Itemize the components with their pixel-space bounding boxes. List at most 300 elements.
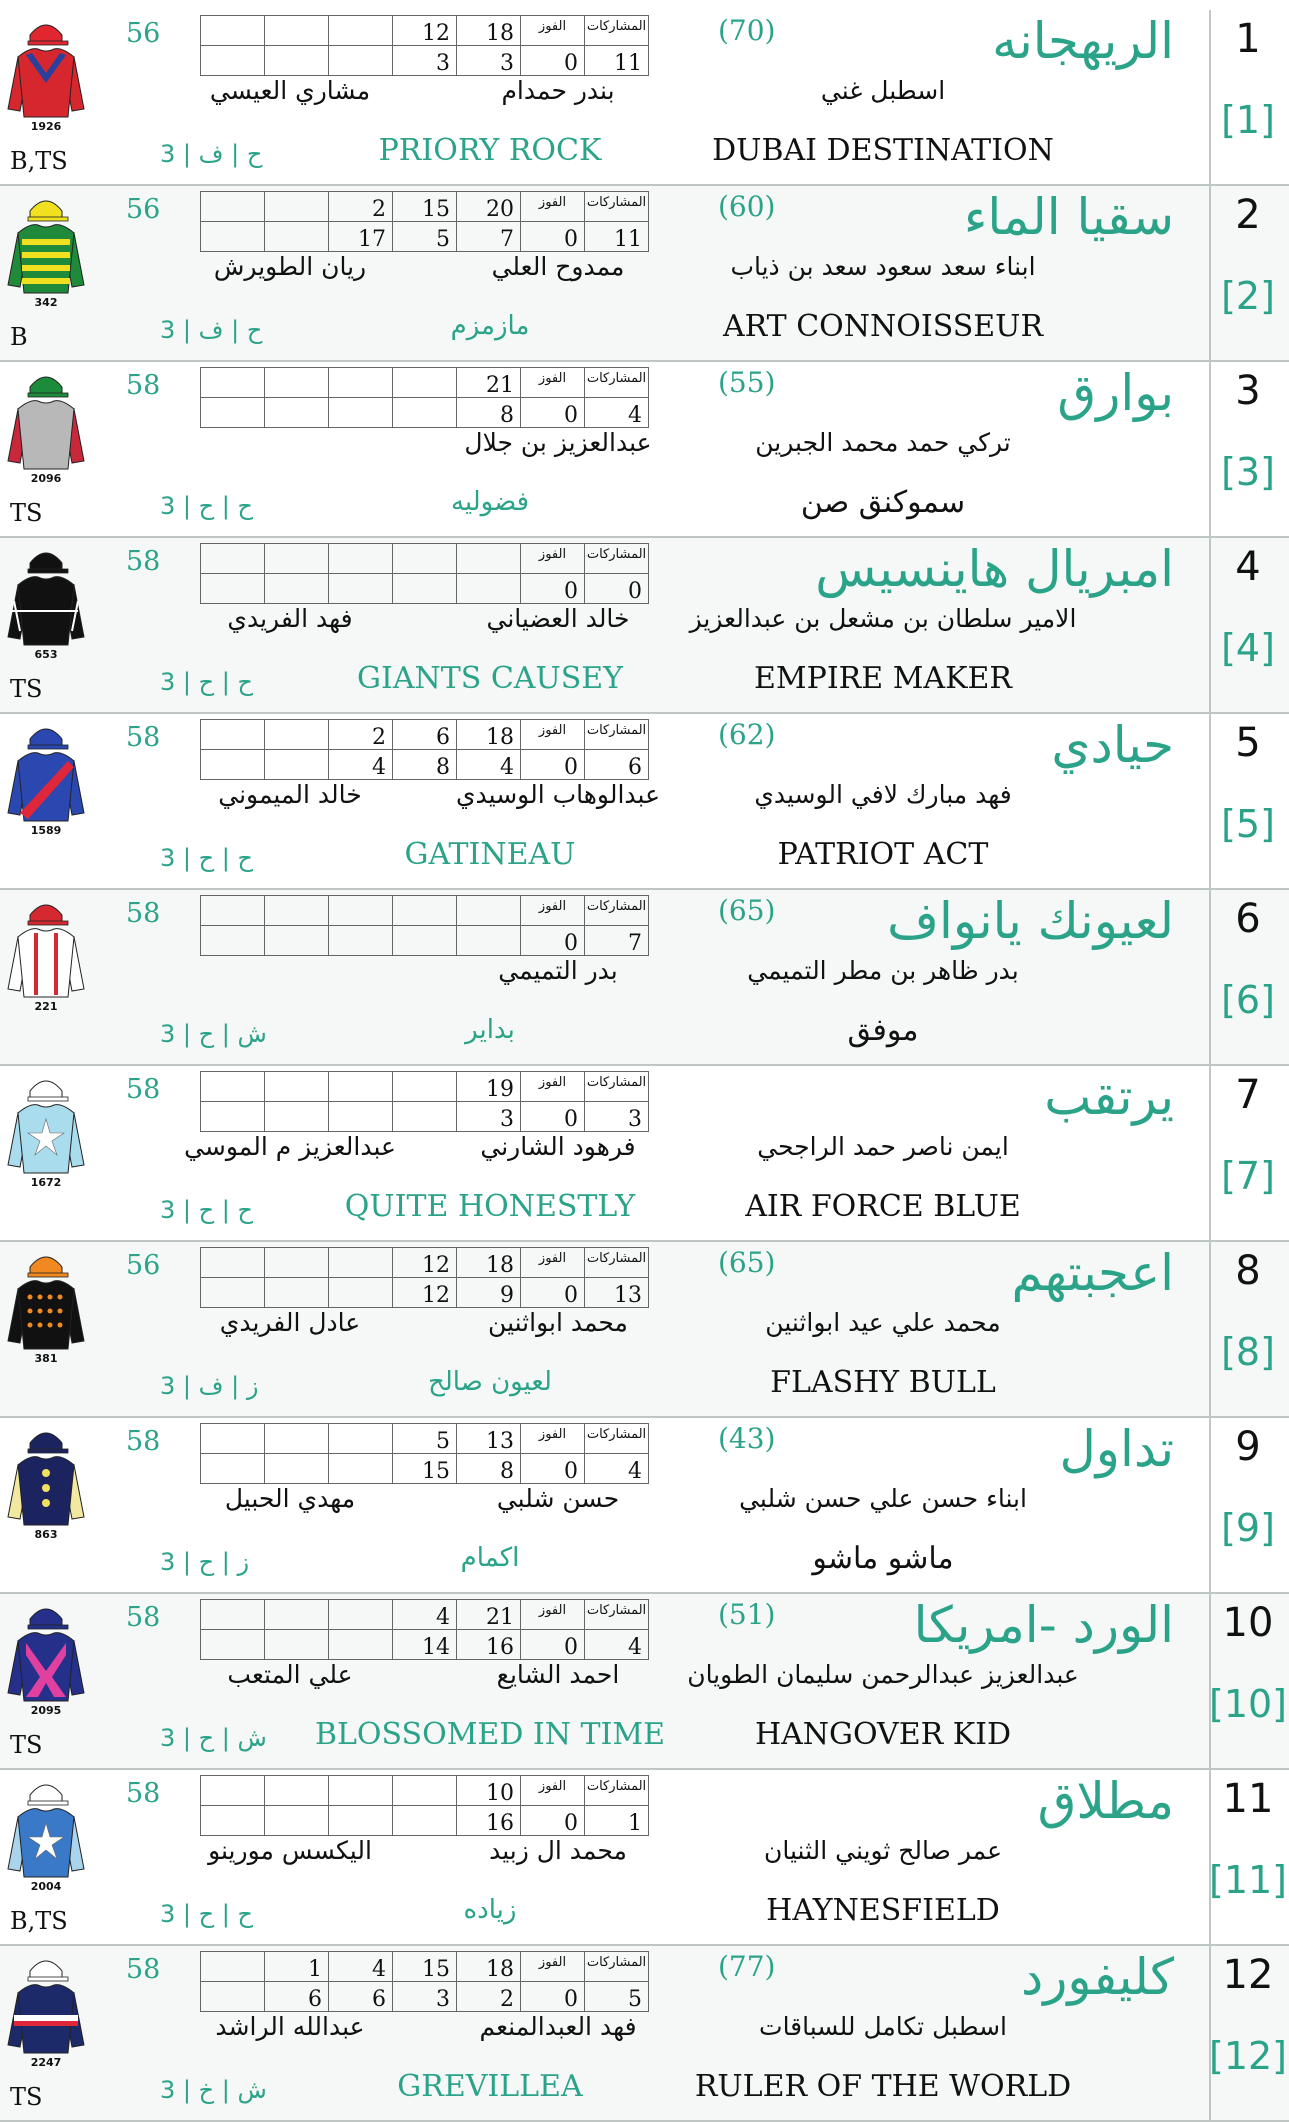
jockey-silks-icon bbox=[4, 717, 88, 837]
form-stats-row bbox=[201, 1454, 649, 1484]
owner-name: ايمن ناصر حمد الراجحي bbox=[757, 1132, 1009, 1161]
form-stat-cell: 5 bbox=[393, 1424, 457, 1454]
form-stat-cell: 0 bbox=[521, 1982, 585, 2012]
runner-number-column bbox=[1209, 1770, 1287, 1946]
draw-number: [2] bbox=[1221, 274, 1275, 318]
dam-name: اكمام bbox=[460, 1543, 520, 1573]
horse-rating: (51) bbox=[718, 1598, 776, 1631]
horse-color-code: 3 | ش | خ bbox=[160, 2076, 267, 2104]
jockey-silks-icon bbox=[4, 893, 88, 1013]
form-stat-cell bbox=[265, 1806, 329, 1836]
draw-number: [12] bbox=[1209, 2034, 1288, 2078]
sire-name: EMPIRE MAKER bbox=[754, 661, 1012, 696]
form-stat-cell bbox=[265, 1776, 329, 1806]
form-stat-cell bbox=[201, 896, 265, 926]
runner-row bbox=[0, 186, 1289, 362]
form-stat-cell bbox=[265, 1102, 329, 1132]
horse-color-code: 3 | ح | ح bbox=[160, 844, 253, 872]
carried-weight: 58 bbox=[126, 1778, 161, 1809]
form-stat-cell bbox=[329, 1072, 393, 1102]
silks-number: 2247 bbox=[30, 2056, 62, 2069]
silks-cap bbox=[30, 1785, 62, 1803]
runner-row bbox=[0, 890, 1289, 1066]
form-stat-cell: 2 bbox=[457, 1982, 521, 2012]
horse-color-code: 3 | ح | ح bbox=[160, 1196, 253, 1224]
jockey-name: فهد الفريدي bbox=[227, 604, 353, 633]
runner-number: 2 bbox=[1235, 192, 1261, 238]
form-stat-cell: 5 bbox=[393, 222, 457, 252]
dam-name: مازمزم bbox=[450, 311, 530, 341]
form-stats-row bbox=[201, 1278, 649, 1308]
silks-cap-peak bbox=[28, 921, 68, 925]
form-stat-cell: 6 bbox=[265, 1982, 329, 2012]
silks-number: 653 bbox=[34, 648, 58, 661]
runner-number-column bbox=[1209, 10, 1287, 186]
form-stat-cell: 0 bbox=[521, 1278, 585, 1308]
form-stat-cell: 21 bbox=[457, 1600, 521, 1630]
form-stats-row bbox=[201, 222, 649, 252]
dam-name: GIANTS CAUSEY bbox=[357, 661, 623, 696]
equipment-code: B,TS bbox=[10, 147, 68, 175]
form-stat-cell bbox=[329, 1776, 393, 1806]
form-stat-cell bbox=[329, 896, 393, 926]
silks-pattern bbox=[22, 265, 70, 271]
form-stats-row bbox=[201, 1248, 649, 1278]
form-stat-cell bbox=[393, 398, 457, 428]
form-stat-cell bbox=[201, 1600, 265, 1630]
sire-name: HAYNESFIELD bbox=[766, 1893, 1000, 1928]
form-stat-cell bbox=[329, 1248, 393, 1278]
horse-name: مطلاق bbox=[1037, 1772, 1174, 1830]
form-stat-cell: 0 bbox=[521, 1102, 585, 1132]
runner-number: 8 bbox=[1235, 1248, 1261, 1294]
wins-header: الفوز bbox=[521, 544, 585, 574]
silks-cap-peak bbox=[28, 1273, 68, 1277]
silks-pattern bbox=[58, 1295, 63, 1300]
form-stat-cell bbox=[265, 222, 329, 252]
runner-number-column bbox=[1209, 186, 1287, 362]
form-stats-row bbox=[201, 1424, 649, 1454]
owner-name: تركي حمد محمد الجبرين bbox=[755, 428, 1011, 457]
sire-name: ART CONNOISSEUR bbox=[722, 309, 1044, 344]
form-stat-cell bbox=[457, 574, 521, 604]
horse-color-code: 3 | ش | ح bbox=[160, 1020, 267, 1048]
form-stats-row bbox=[201, 544, 649, 574]
dam-name: BLOSSOMED IN TIME bbox=[314, 1717, 666, 1752]
form-stats-table bbox=[200, 895, 649, 956]
form-stat-cell bbox=[329, 1600, 393, 1630]
wins-header: الفوز bbox=[521, 1776, 585, 1806]
horse-name: بوارق bbox=[1057, 364, 1174, 422]
trainer-name: حسن شلبي bbox=[496, 1484, 620, 1513]
runner-number: 1 bbox=[1235, 16, 1261, 62]
equipment-code: B,TS bbox=[10, 1907, 68, 1935]
form-stat-cell: 0 bbox=[521, 398, 585, 428]
carried-weight: 58 bbox=[126, 1074, 161, 1105]
form-stats-row bbox=[201, 192, 649, 222]
form-stat-cell: 20 bbox=[457, 192, 521, 222]
horse-name: الورد -امريكا bbox=[913, 1596, 1174, 1654]
runner-number: 10 bbox=[1222, 1600, 1274, 1646]
silks-pattern bbox=[38, 1295, 43, 1300]
sire-name: موفق bbox=[847, 1013, 919, 1048]
form-stat-cell: 3 bbox=[393, 1982, 457, 2012]
trainer-name: خالد العضياني bbox=[486, 604, 630, 633]
equipment-code: B bbox=[10, 323, 28, 351]
silks-number: 342 bbox=[34, 296, 58, 309]
silks-number: 221 bbox=[34, 1000, 58, 1013]
horse-rating: (70) bbox=[718, 14, 776, 47]
form-stats-table bbox=[200, 191, 649, 252]
horse-color-code: 3 | ح | ف bbox=[160, 140, 263, 168]
form-stat-cell: 0 bbox=[521, 574, 585, 604]
form-stat-cell: 19 bbox=[457, 1072, 521, 1102]
horse-color-code: 3 | ح | ف bbox=[160, 316, 263, 344]
form-stats-row bbox=[201, 574, 649, 604]
horse-name: تداول bbox=[1059, 1420, 1174, 1478]
form-stat-cell: 13 bbox=[457, 1424, 521, 1454]
form-stats-table bbox=[200, 719, 649, 780]
form-stat-cell: 1 bbox=[585, 1806, 649, 1836]
form-stats-row bbox=[201, 1982, 649, 2012]
runner-number: 7 bbox=[1235, 1072, 1261, 1118]
form-stat-cell bbox=[393, 574, 457, 604]
form-stat-cell bbox=[393, 926, 457, 956]
silks-body bbox=[18, 929, 74, 997]
silks-pattern bbox=[34, 933, 38, 995]
runner-number: 4 bbox=[1235, 544, 1261, 590]
horse-name: كليفورد bbox=[1021, 1948, 1174, 2006]
form-stat-cell: 16 bbox=[457, 1806, 521, 1836]
sire-name: AIR FORCE BLUE bbox=[745, 1189, 1021, 1224]
horse-name: سقيا الماء bbox=[963, 188, 1174, 246]
runner-number: 12 bbox=[1222, 1952, 1274, 1998]
form-stat-cell: 0 bbox=[521, 222, 585, 252]
form-stat-cell bbox=[201, 192, 265, 222]
silks-cap bbox=[30, 553, 62, 571]
horse-rating: (55) bbox=[718, 366, 776, 399]
silks-number: 2095 bbox=[30, 1704, 62, 1717]
runner-row bbox=[0, 1066, 1289, 1242]
form-stat-cell: 12 bbox=[393, 1278, 457, 1308]
draw-number: [6] bbox=[1221, 978, 1275, 1022]
form-stat-cell bbox=[329, 398, 393, 428]
form-stat-cell bbox=[265, 16, 329, 46]
runner-row bbox=[0, 1418, 1289, 1594]
silks-pattern bbox=[42, 1484, 50, 1492]
jockey-silks-icon bbox=[4, 189, 88, 309]
silks-number: 1672 bbox=[30, 1176, 62, 1189]
form-stat-cell: 5 bbox=[585, 1982, 649, 2012]
form-stat-cell bbox=[265, 720, 329, 750]
silks-cap-peak bbox=[28, 393, 68, 397]
form-stat-cell: 8 bbox=[457, 398, 521, 428]
runner-row bbox=[0, 1770, 1289, 1946]
silks-cap bbox=[30, 201, 62, 219]
form-stat-cell bbox=[265, 192, 329, 222]
horse-rating: (65) bbox=[718, 1246, 776, 1279]
form-stat-cell bbox=[457, 544, 521, 574]
form-stats-row bbox=[201, 1776, 649, 1806]
horse-name: اعجبتهم bbox=[1011, 1244, 1174, 1302]
form-stat-cell bbox=[393, 368, 457, 398]
form-stat-cell bbox=[201, 398, 265, 428]
draw-number: [4] bbox=[1221, 626, 1275, 670]
form-stat-cell bbox=[201, 1952, 265, 1982]
silks-cap bbox=[30, 25, 62, 43]
owner-name: عبدالعزيز عبدالرحمن سليمان الطويان bbox=[687, 1660, 1079, 1689]
runner-number: 3 bbox=[1235, 368, 1261, 414]
form-stat-cell bbox=[329, 926, 393, 956]
runner-row bbox=[0, 362, 1289, 538]
runner-row bbox=[0, 1242, 1289, 1418]
wins-header: الفوز bbox=[521, 16, 585, 46]
equipment-code: TS bbox=[10, 2083, 43, 2111]
jockey-silks-icon bbox=[4, 1949, 88, 2069]
horse-rating: (77) bbox=[718, 1950, 776, 1983]
form-stats-table bbox=[200, 15, 649, 76]
form-stat-cell: 0 bbox=[521, 750, 585, 780]
runner-number-column bbox=[1209, 1242, 1287, 1418]
runs-header: المشاركات bbox=[585, 896, 649, 926]
wins-header: الفوز bbox=[521, 192, 585, 222]
silks-pattern bbox=[28, 1309, 33, 1314]
form-stat-cell: 18 bbox=[457, 1248, 521, 1278]
form-stat-cell: 0 bbox=[521, 1630, 585, 1660]
form-stat-cell: 11 bbox=[585, 46, 649, 76]
form-stat-cell bbox=[265, 574, 329, 604]
horse-rating: (60) bbox=[718, 190, 776, 223]
form-stat-cell bbox=[329, 1454, 393, 1484]
silks-cap-peak bbox=[28, 1097, 68, 1101]
jockey-silks-icon bbox=[4, 1069, 88, 1189]
carried-weight: 56 bbox=[126, 194, 161, 225]
runs-header: المشاركات bbox=[585, 1952, 649, 1982]
wins-header: الفوز bbox=[521, 368, 585, 398]
horse-name: يرتقب bbox=[1044, 1068, 1174, 1126]
silks-cap-peak bbox=[28, 569, 68, 573]
silks-cap bbox=[30, 1961, 62, 1979]
form-stat-cell bbox=[265, 544, 329, 574]
silks-number: 2004 bbox=[30, 1880, 62, 1893]
silks-pattern bbox=[58, 1309, 63, 1314]
owner-name: اسطبل غني bbox=[820, 76, 946, 105]
horse-color-code: 3 | ش | ح bbox=[160, 1724, 267, 1752]
silks-cap bbox=[30, 1609, 62, 1627]
owner-name: فهد مبارك لافي الوسيدي bbox=[754, 780, 1012, 809]
owner-name: ابناء سعد سعود سعد بن ذياب bbox=[730, 252, 1036, 281]
silks-number: 381 bbox=[34, 1352, 58, 1365]
horse-name: امبريال هاينسيس bbox=[815, 540, 1174, 598]
jockey-silks-icon bbox=[4, 1773, 88, 1893]
form-stat-cell bbox=[457, 926, 521, 956]
form-stat-cell bbox=[201, 16, 265, 46]
jockey-silks-icon bbox=[4, 1245, 88, 1365]
form-stat-cell: 8 bbox=[457, 1454, 521, 1484]
form-stat-cell bbox=[265, 1424, 329, 1454]
form-stat-cell: 4 bbox=[329, 1952, 393, 1982]
form-stat-cell bbox=[329, 368, 393, 398]
form-stat-cell: 12 bbox=[393, 1248, 457, 1278]
form-stat-cell bbox=[329, 1278, 393, 1308]
form-stat-cell: 4 bbox=[585, 398, 649, 428]
silks-pattern bbox=[38, 1323, 43, 1328]
silks-cap-peak bbox=[28, 1449, 68, 1453]
runner-number-column bbox=[1209, 714, 1287, 890]
form-stat-cell: 11 bbox=[585, 222, 649, 252]
form-stat-cell: 17 bbox=[329, 222, 393, 252]
form-stat-cell bbox=[265, 1454, 329, 1484]
silks-pattern bbox=[38, 1309, 43, 1314]
form-stat-cell: 4 bbox=[393, 1600, 457, 1630]
form-stat-cell bbox=[393, 544, 457, 574]
silks-pattern bbox=[58, 1323, 63, 1328]
silks-cap bbox=[30, 729, 62, 747]
runs-header: المشاركات bbox=[585, 720, 649, 750]
dam-name: QUITE HONESTLY bbox=[344, 1189, 636, 1224]
carried-weight: 58 bbox=[126, 370, 161, 401]
runner-number: 11 bbox=[1222, 1776, 1274, 1822]
jockey-silks-icon bbox=[4, 365, 88, 485]
runs-header: المشاركات bbox=[585, 1248, 649, 1278]
form-stat-cell: 13 bbox=[585, 1278, 649, 1308]
form-stat-cell: 3 bbox=[393, 46, 457, 76]
equipment-code: TS bbox=[10, 675, 43, 703]
form-stat-cell bbox=[329, 574, 393, 604]
form-stat-cell bbox=[329, 544, 393, 574]
form-stat-cell bbox=[201, 222, 265, 252]
silks-cap-peak bbox=[28, 41, 68, 45]
jockey-name: مهدي الحبيل bbox=[224, 1484, 356, 1513]
form-stat-cell: 0 bbox=[521, 1806, 585, 1836]
form-stats-row bbox=[201, 1072, 649, 1102]
runs-header: المشاركات bbox=[585, 1776, 649, 1806]
trainer-name: ممدوح العلي bbox=[491, 252, 625, 281]
silks-pattern bbox=[48, 1295, 53, 1300]
form-stat-cell bbox=[329, 1630, 393, 1660]
carried-weight: 56 bbox=[126, 1250, 161, 1281]
horse-color-code: 3 | ح | ح bbox=[160, 1900, 253, 1928]
form-stat-cell: 1 bbox=[265, 1952, 329, 1982]
form-stat-cell: 7 bbox=[585, 926, 649, 956]
form-stat-cell bbox=[201, 1454, 265, 1484]
trainer-name: محمد ابواثنين bbox=[488, 1308, 628, 1337]
form-stat-cell bbox=[201, 1102, 265, 1132]
form-stat-cell bbox=[265, 1630, 329, 1660]
dam-name: فضوليه bbox=[450, 487, 530, 517]
form-stats-table bbox=[200, 1951, 649, 2012]
wins-header: الفوز bbox=[521, 720, 585, 750]
runner-row bbox=[0, 1946, 1289, 2122]
silks-body bbox=[18, 1633, 74, 1701]
form-stats-row bbox=[201, 896, 649, 926]
draw-number: [3] bbox=[1221, 450, 1275, 494]
silks-pattern bbox=[22, 252, 70, 258]
form-stat-cell bbox=[201, 1982, 265, 2012]
horse-name: حيادي bbox=[1051, 716, 1174, 774]
form-stat-cell bbox=[265, 1278, 329, 1308]
runner-number-column bbox=[1209, 1946, 1287, 2122]
sire-name: FLASHY BULL bbox=[770, 1365, 996, 1400]
form-stat-cell: 8 bbox=[393, 750, 457, 780]
form-stat-cell bbox=[201, 1424, 265, 1454]
carried-weight: 58 bbox=[126, 546, 161, 577]
silks-cap-peak bbox=[28, 217, 68, 221]
form-stat-cell bbox=[201, 926, 265, 956]
form-stat-cell bbox=[201, 1776, 265, 1806]
form-stat-cell bbox=[393, 1806, 457, 1836]
silks-pattern bbox=[54, 933, 58, 995]
silks-pattern bbox=[14, 2015, 78, 2021]
runner-number: 5 bbox=[1235, 720, 1261, 766]
wins-header: الفوز bbox=[521, 1600, 585, 1630]
trainer-name: محمد ال زبيد bbox=[489, 1836, 627, 1865]
form-stat-cell bbox=[265, 1248, 329, 1278]
form-stat-cell: 18 bbox=[457, 720, 521, 750]
owner-name: اسطبل تكامل للسباقات bbox=[759, 2012, 1007, 2041]
silks-number: 863 bbox=[34, 1528, 58, 1541]
silks-cap-peak bbox=[28, 1801, 68, 1805]
jockey-name: علي المتعب bbox=[227, 1660, 353, 1689]
sire-name: RULER OF THE WORLD bbox=[694, 2069, 1072, 2104]
sire-name: سموكنق صن bbox=[800, 485, 966, 520]
wins-header: الفوز bbox=[521, 1248, 585, 1278]
form-stat-cell bbox=[393, 896, 457, 926]
runs-header: المشاركات bbox=[585, 16, 649, 46]
form-stat-cell: 4 bbox=[585, 1454, 649, 1484]
silks-cap bbox=[30, 377, 62, 395]
dam-name: زياده bbox=[463, 1895, 517, 1925]
form-stats-row bbox=[201, 750, 649, 780]
form-stat-cell bbox=[393, 1072, 457, 1102]
dam-name: بداير bbox=[465, 1015, 515, 1045]
form-stat-cell bbox=[265, 46, 329, 76]
form-stat-cell: 9 bbox=[457, 1278, 521, 1308]
form-stat-cell: 12 bbox=[393, 16, 457, 46]
form-stat-cell: 10 bbox=[457, 1776, 521, 1806]
silks-pattern bbox=[48, 1323, 53, 1328]
wins-header: الفوز bbox=[521, 896, 585, 926]
form-stat-cell: 6 bbox=[329, 1982, 393, 2012]
sire-name: PATRIOT ACT bbox=[777, 837, 989, 872]
silks-pattern bbox=[28, 1295, 33, 1300]
silks-body bbox=[18, 1281, 74, 1349]
form-stat-cell: 14 bbox=[393, 1630, 457, 1660]
runner-number: 9 bbox=[1235, 1424, 1261, 1470]
runner-number-column bbox=[1209, 1066, 1287, 1242]
form-stat-cell bbox=[265, 896, 329, 926]
runs-header: المشاركات bbox=[585, 192, 649, 222]
draw-number: [1] bbox=[1221, 98, 1275, 142]
trainer-name: بندر حمدام bbox=[501, 76, 615, 105]
form-stat-cell: 15 bbox=[393, 1454, 457, 1484]
jockey-name: اليكسس مورينو bbox=[208, 1836, 372, 1865]
form-stats-table bbox=[200, 543, 649, 604]
form-stat-cell: 3 bbox=[457, 46, 521, 76]
form-stats-row bbox=[201, 368, 649, 398]
owner-name: عمر صالح ثويني الثنيان bbox=[764, 1836, 1002, 1865]
form-stat-cell: 18 bbox=[457, 1952, 521, 1982]
runner-row bbox=[0, 714, 1289, 890]
trainer-name: عبدالوهاب الوسيدي bbox=[455, 780, 660, 809]
owner-name: ابناء حسن علي حسن شلبي bbox=[739, 1484, 1027, 1513]
silks-pattern bbox=[22, 278, 70, 284]
jockey-name: خالد الميموني bbox=[218, 780, 362, 809]
jockey-silks-icon bbox=[4, 1597, 88, 1717]
runs-header: المشاركات bbox=[585, 544, 649, 574]
jockey-silks-icon bbox=[4, 541, 88, 661]
dam-name: GREVILLEA bbox=[397, 2069, 583, 2104]
